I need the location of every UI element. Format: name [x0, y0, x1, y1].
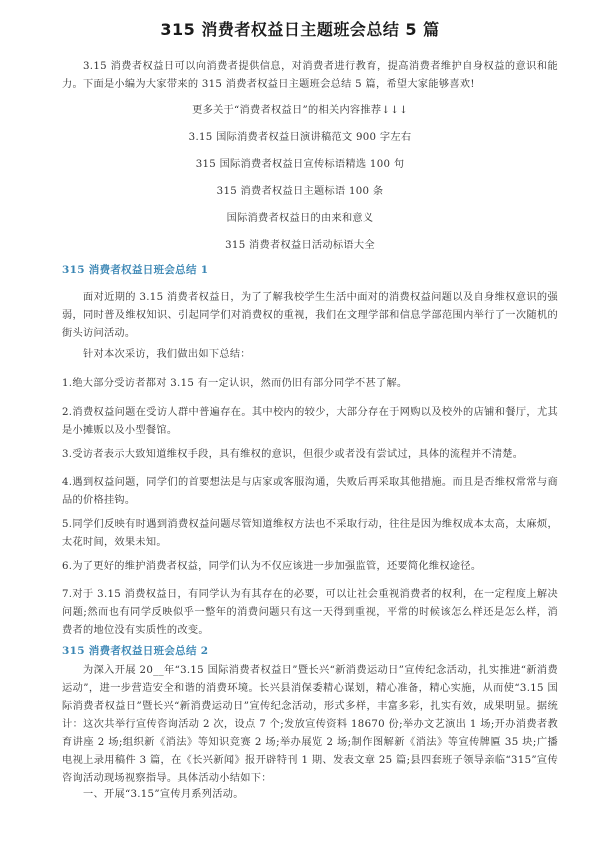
section-1-paragraph: 4.遇到权益问题，同学们的首要想法是与店家或客服沟通，失败后再采取其他措施。而且是否维权常常与商品的价格挂钩。 — [62, 477, 558, 506]
section-1-paragraph: 6.为了更好的维护消费者权益，同学们认为不仅应该进一步加强监管，还要简化维权途径。 — [62, 561, 482, 572]
section-1-paragraph: 1.绝大部分受访者都对 3.15 有一定认识，然而仍旧有部分同学不甚了解。 — [62, 378, 408, 389]
related-link-5[interactable]: 315 消费者权益日活动标语大全 — [225, 240, 375, 251]
section-1-paragraph: 5.同学们反映有时遇到消费权益问题尽管知道维权方法也不采取行动，往往是因为维权成本太高，太麻烦，太花时间，效果未知。 — [62, 519, 558, 548]
related-link-4[interactable]: 国际消费者权益日的由来和意义 — [226, 213, 374, 224]
section-1-paragraph: 7.对于 3.15 消费权益日，有同学认为有其存在的必要，可以让社会重视消费者的权利，在一定程度上解决问题;然而也有同学反映似乎一整年的消费问题只有这一天得到重视，平常的时候该怎么样还是怎么样，消费者的地位没有实质性的改变。 — [62, 589, 558, 636]
related-link-2[interactable]: 315 国际消费者权益日宣传标语精选 100 句 — [195, 159, 405, 170]
section-1-heading: 315 消费者权益日班会总结 1 — [62, 264, 209, 276]
related-content-label: 更多关于“消费者权益日”的相关内容推荐↓↓↓ — [192, 105, 408, 116]
section-2-paragraph: 为深入开展 20__年“3.15 国际消费者权益日”暨长兴“新消费运动日”宣传纪念活动，扎实推进“新消费运动”，进一步营造安全和谐的消费环境。长兴县消保委精心谋划，精心准备，精心实施，从而使“3.15 国际消费者权益日”暨长兴“新消费运动日”宣传纪念活动，形式多样，丰富多彩，扎实有效，成果明显。据统计：这次共举行宣传咨询活动 2 次，设点 7 个;发放宣传资料 18670 份;举办文艺演出 1 场;开办消费者教育讲座 2 场;组织新《消法》等知识竞赛 2 场;举办展览 2 场;制作图解新《消法》等宣传牌匾 35 块;广播电视上录用稿件 3 篇，在《长兴新闻》报开辟特刊 1 期、发表文章 25 篇;县四套班子领导亲临“315”宣传咨询活动现场视察指导。具体活动小结如下： — [62, 665, 558, 784]
section-2-paragraph: 一、开展“3.15”宣传月系列活动。 — [83, 789, 244, 800]
document-title: 315 消费者权益日主题班会总结 5 篇 — [160, 20, 440, 39]
section-1-paragraph: 针对本次采访，我们做出如下总结： — [83, 349, 251, 360]
section-2-heading: 315 消费者权益日班会总结 2 — [62, 645, 209, 657]
related-link-1[interactable]: 3.15 国际消费者权益日演讲稿范文 900 字左右 — [188, 132, 412, 143]
related-link-3[interactable]: 315 消费者权益日主题标语 100 条 — [216, 186, 384, 197]
section-1-paragraph: 面对近期的 3.15 消费者权益日，为了了解我校学生生活中面对的消费权益问题以及自身维权意识的强弱，同时普及维权知识、引起同学们对消费权的重视，我们在文理学部和信息学部范围内举行了一次随机的街头访问活动。 — [62, 292, 558, 339]
section-1-paragraph: 3.受访者表示大致知道维权手段，具有维权的意识，但很少或者没有尝试过，具体的流程并不清楚。 — [62, 449, 524, 460]
intro-paragraph: 3.15 消费者权益日可以向消费者提供信息，对消费者进行教育，提高消费者维护自身权益的意识和能力。下面是小编为大家带来的 315 消费者权益日主题班会总结 5 篇，希望大家能够喜欢! — [62, 61, 558, 90]
section-1-paragraph: 2.消费权益问题在受访人群中普遍存在。其中校内的较少，大部分存在于网购以及校外的店铺和餐厅，尤其是小摊贩以及小型餐馆。 — [62, 407, 558, 436]
